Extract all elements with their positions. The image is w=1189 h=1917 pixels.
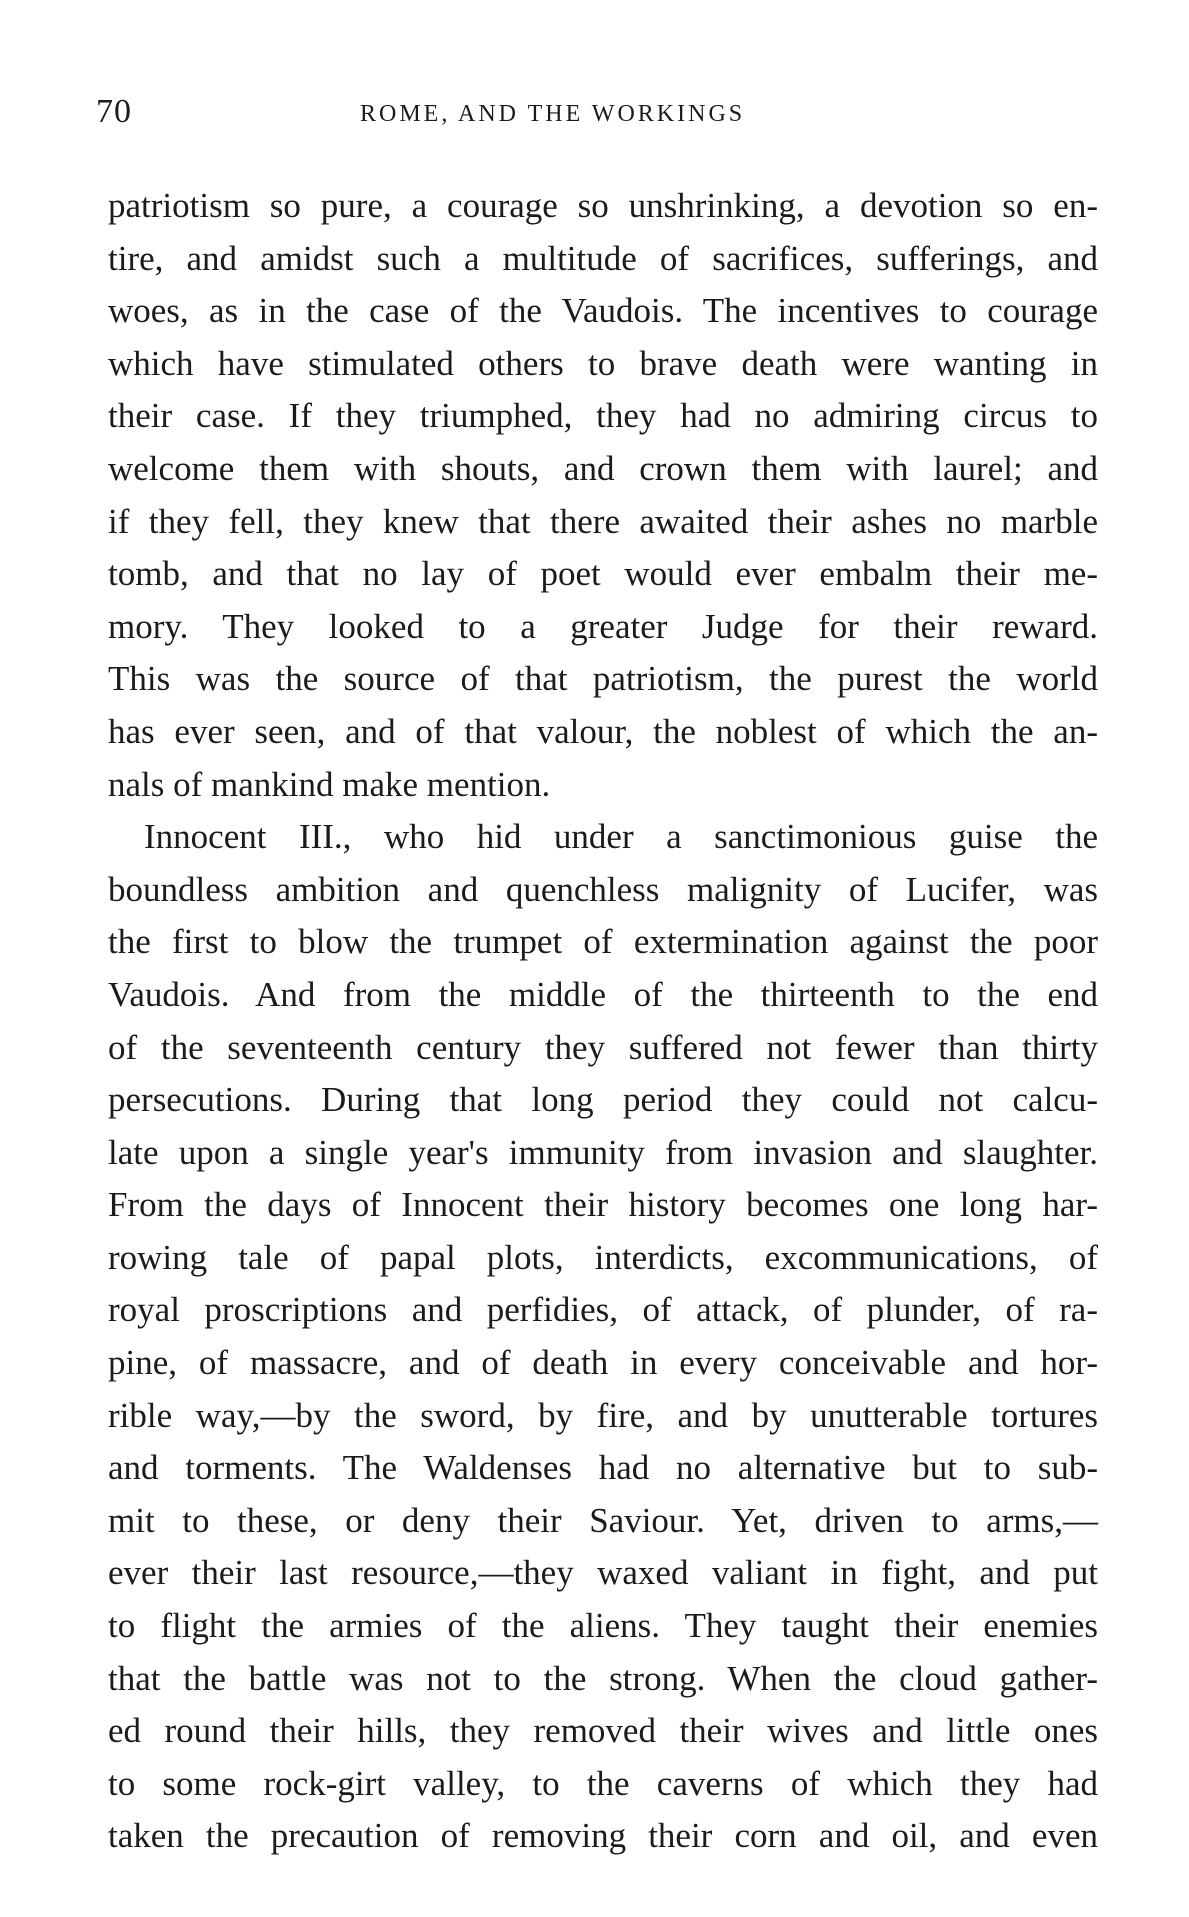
text-line: boundless ambition and quenchless malignity of Lucifer, was [108, 869, 1098, 909]
text-line: tire, and amidst such a multitude of sacrifices, sufferings, and [108, 238, 1098, 278]
text-line: royal proscriptions and perfidies, of attack, of plunder, of ra- [108, 1290, 1098, 1330]
text-line: persecutions. During that long period they could not calcu- [108, 1080, 1098, 1120]
text-line: which have stimulated others to brave death were wanting in [108, 343, 1098, 383]
text-line: their case. If they triumphed, they had no admiring circus to [108, 396, 1098, 436]
text-line: nals of mankind make mention. [108, 764, 551, 804]
page-header [0, 92, 1189, 132]
text-line: mory. They looked to a greater Judge for their reward. [108, 606, 1098, 646]
text-line: rible way,—by the sword, by fire, and by unutterable tortures [108, 1395, 1098, 1435]
text-line: taken the precaution of removing their corn and oil, and even [108, 1816, 1098, 1856]
running-head: ROME, AND THE WORKINGS [360, 101, 746, 127]
text-line: the first to blow the trumpet of extermination against the poor [108, 922, 1098, 962]
text-line: tomb, and that no lay of poet would ever embalm their me- [108, 554, 1098, 594]
text-line: This was the source of that patriotism, the purest the world [108, 659, 1098, 699]
text-line: mit to these, or deny their Saviour. Yet, driven to arms,— [108, 1500, 1098, 1540]
text-line: late upon a single year's immunity from invasion and slaughter. [108, 1132, 1098, 1172]
body-text [108, 180, 1098, 1863]
text-line: to some rock-girt valley, to the caverns of which they had [108, 1763, 1098, 1803]
text-line: that the battle was not to the strong. When the cloud gather- [108, 1658, 1098, 1698]
text-line: From the days of Innocent their history becomes one long har- [108, 1185, 1098, 1225]
paragraph-1 [108, 180, 1098, 811]
text-line: has ever seen, and of that valour, the noblest of which the an- [108, 711, 1098, 751]
text-line: woes, as in the case of the Vaudois. The incentives to courage [108, 291, 1098, 331]
text-line: welcome them with shouts, and crown them with laurel; and [108, 448, 1098, 488]
text-line: patriotism so pure, a courage so unshrinking, a devotion so en- [108, 186, 1098, 225]
text-line: ed round their hills, they removed their wives and little ones [108, 1711, 1098, 1751]
text-line: of the seventeenth century they suffered not fewer than thirty [108, 1027, 1098, 1067]
text-line: if they fell, they knew that there awaited their ashes no marble [108, 501, 1098, 541]
text-line: Vaudois. And from the middle of the thirteenth to the end [108, 974, 1098, 1014]
text-line: pine, of massacre, and of death in every conceivable and hor- [108, 1343, 1098, 1383]
text-line: and torments. The Waldenses had no alternative but to sub- [108, 1448, 1098, 1488]
paragraph-2 [108, 811, 1098, 1863]
text-line: rowing tale of papal plots, interdicts, excommunications, of [108, 1237, 1098, 1277]
text-line: ever their last resource,—they waxed valiant in fight, and put [108, 1553, 1098, 1593]
page-number: 70 [96, 93, 132, 130]
text-line: to flight the armies of the aliens. They taught their enemies [108, 1606, 1098, 1646]
text-line: Innocent III., who hid under a sanctimonious guise the [144, 817, 1098, 857]
